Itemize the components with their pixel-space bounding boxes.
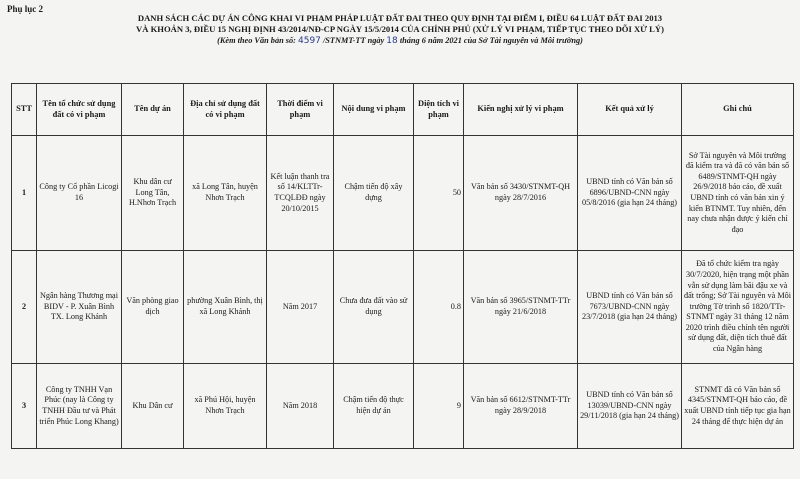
cell-address: xã Long Tân, huyện Nhơn Trạch — [184, 136, 267, 251]
cell-time: Năm 2018 — [267, 364, 334, 449]
subtitle-suffix: tháng 6 năm 2021 của Sở Tài nguyên và Môi trường) — [397, 36, 583, 45]
header-area: Diện tích vi phạm — [414, 84, 464, 136]
cell-time: Kết luận thanh tra số 14/KLTTr-TCQLĐĐ ngày 20/10/2015 — [267, 136, 334, 251]
cell-area: 9 — [414, 364, 464, 449]
table-row — [12, 251, 794, 364]
document-title-line-2: VÀ KHOẢN 3, ĐIỀU 15 NGHỊ ĐỊNH 43/2014/NĐ-CP NGÀY 15/5/2014 CỦA CHÍNH PHỦ (XỬ LÝ VI PHẠM, TIẾP TỤC THEO DÕI XỬ LÝ) — [136, 24, 664, 34]
header-note: Ghi chú — [682, 84, 794, 136]
table-header-row — [12, 84, 794, 136]
cell-area: 0.8 — [414, 251, 464, 364]
cell-content: Chậm tiến độ xây dựng — [334, 136, 414, 251]
header-organization: Tên tổ chức sử dụng đất có vi phạm — [37, 84, 122, 136]
cell-project: Văn phòng giao dịch — [122, 251, 184, 364]
cell-project: Khu dân cư Long Tân, H.Nhơn Trạch — [122, 136, 184, 251]
cell-note: Đã tổ chức kiểm tra ngày 30/7/2020, hiện trạng một phần vẫn sử dụng làm bãi đậu xe và đất trống; Sở Tài nguyên và Môi trường Tờ trình số 1820/TTr-STNMT ngày 31 tháng 12 năm 2020 trình điều chỉnh tên người sử dụng đất, diện tích thuê đất của Ngân hàng — [682, 251, 794, 364]
header-time: Thời điểm vi phạm — [267, 84, 334, 136]
appendix-label: Phụ lục 2 — [7, 4, 44, 14]
cell-content: Chậm tiến độ thực hiện dự án — [334, 364, 414, 449]
cell-stt: 2 — [12, 251, 37, 364]
cell-organization: Ngân hàng Thương mại BIDV - P. Xuân Bình TX. Long Khánh — [37, 251, 122, 364]
cell-recommendation: Văn bản số 6612/STNMT-TTr ngày 28/9/2018 — [464, 364, 578, 449]
cell-address: phường Xuân Bình, thị xã Long Khánh — [184, 251, 267, 364]
header-address: Địa chỉ sử dụng đất có vi phạm — [184, 84, 267, 136]
cell-project: Khu Dân cư — [122, 364, 184, 449]
subtitle-prefix: (Kèm theo Văn bản số: — [217, 36, 298, 45]
cell-organization: Công ty Cổ phần Licogi 16 — [37, 136, 122, 251]
table-row — [12, 136, 794, 251]
cell-stt: 3 — [12, 364, 37, 449]
header-recommendation: Kiến nghị xử lý vi phạm — [464, 84, 578, 136]
cell-stt: 1 — [12, 136, 37, 251]
header-result: Kết quả xử lý — [578, 84, 682, 136]
handwritten-document-number: 4597 — [298, 36, 321, 46]
document-title-line-1: DANH SÁCH CÁC DỰ ÁN CÔNG KHAI VI PHẠM PHÁP LUẬT ĐẤT ĐAI THEO QUY ĐỊNH TẠI ĐIỂM I, ĐIỀU 64 LUẬT ĐẤT ĐAI 2013 — [137, 13, 663, 23]
cell-area: 50 — [414, 136, 464, 251]
header-project: Tên dự án — [122, 84, 184, 136]
violations-table — [11, 83, 794, 449]
cell-time: Năm 2017 — [267, 251, 334, 364]
cell-recommendation: Văn bản số 3430/STNMT-QH ngày 28/7/2016 — [464, 136, 578, 251]
cell-organization: Công ty TNHH Vạn Phúc (nay là Công ty TNHH Đầu tư và Phát triển Phúc Long Khang) — [37, 364, 122, 449]
cell-content: Chưa đưa đất vào sử dụng — [334, 251, 414, 364]
cell-recommendation: Văn bản số 3965/STNMT-TTr ngày 21/6/2018 — [464, 251, 578, 364]
subtitle-middle: /STNMT-TT ngày — [320, 36, 387, 45]
handwritten-day: 18 — [386, 36, 398, 46]
header-stt: STT — [12, 84, 37, 136]
cell-result: UBND tỉnh có Văn bản số 7673/UBND-CNN ngày 23/7/2018 (gia hạn 24 tháng) — [578, 251, 682, 364]
cell-address: xã Phú Hội, huyện Nhơn Trạch — [184, 364, 267, 449]
cell-result: UBND tỉnh có Văn bản số 13039/UBND-CNN ngày 29/11/2018 (gia hạn 24 tháng) — [578, 364, 682, 449]
cell-note: Sở Tài nguyên và Môi trường đã kiểm tra và đã có văn bản số 6489/STNMT-QH ngày 26/9/2018 báo cáo, đề xuất UBND tỉnh có văn bản xin ý kiến BTNMT. Tuy nhiên, đến nay chưa nhận được ý kiến chỉ đạo — [682, 136, 794, 251]
cell-result: UBND tỉnh có Văn bản số 6896/UBND-CNN ngày 05/8/2016 (gia hạn 24 tháng) — [578, 136, 682, 251]
table-row — [12, 364, 794, 449]
header-content: Nội dung vi phạm — [334, 84, 414, 136]
document-subtitle — [0, 35, 800, 47]
cell-note: STNMT đã có Văn bản số 4345/STNMT-QH báo cáo, đề xuất UBND tỉnh tiếp tục gia hạn 24 tháng để thực hiện dự án — [682, 364, 794, 449]
